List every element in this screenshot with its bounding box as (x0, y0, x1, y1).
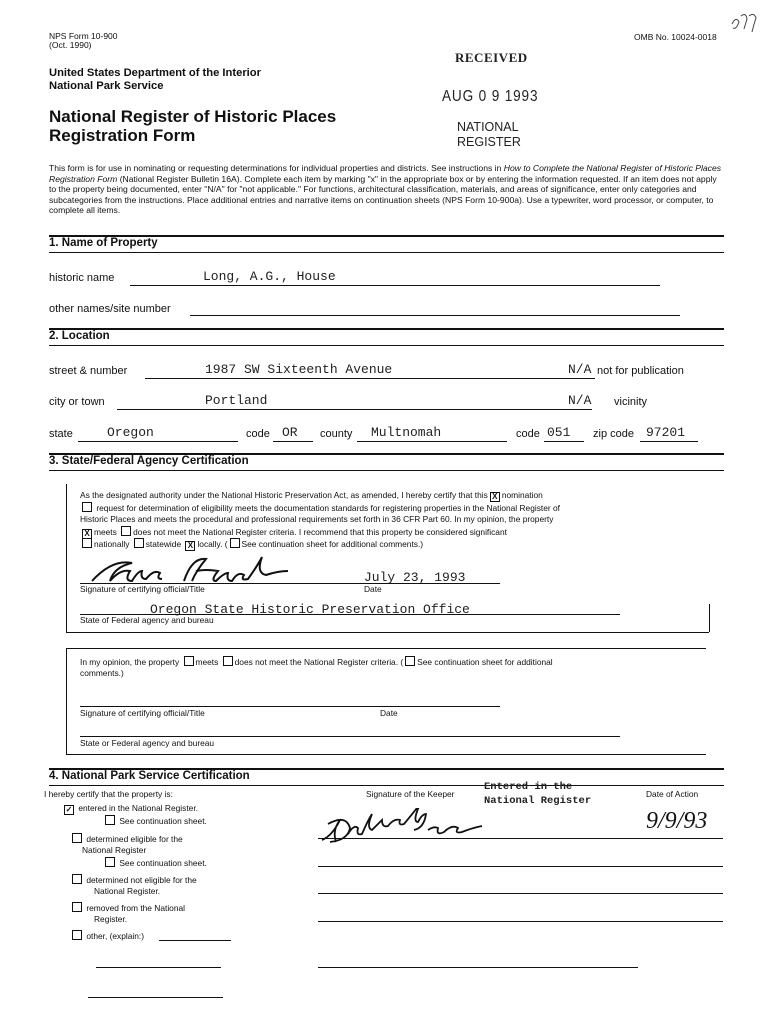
received-stamp: RECEIVED (455, 50, 528, 65)
option-eligible-line-2: National Register (82, 845, 147, 855)
opinion-line-1: In my opinion, the property meets does not meet the National Register criteria. ( See continuation sheet for additional (80, 657, 553, 667)
city-label: city or town (49, 396, 105, 408)
field-underline (130, 285, 660, 286)
divider (49, 785, 724, 786)
street-value[interactable]: 1987 SW Sixteenth Avenue (205, 362, 393, 377)
field-underline (190, 315, 680, 316)
dept-line-2: National Park Service (49, 80, 164, 92)
cert-line-1: As the designated authority under the National Historic Preservation Act, as amended, I hereby certify that this X nomination (80, 490, 543, 501)
explain-line (88, 997, 223, 998)
agency-line (80, 736, 620, 737)
county-code-label: code (516, 428, 540, 440)
cert-line-3: Historic Places and meets the procedural and professional requirements set forth in 36 CFR Part 60. In my opinion, the property (80, 514, 554, 524)
cert-box-left (66, 484, 67, 632)
county-value[interactable]: Multnomah (371, 425, 442, 440)
explain-line (159, 940, 231, 941)
form-date: (Oct. 1990) (49, 40, 92, 50)
signature-line (80, 706, 500, 707)
cert-date-value[interactable]: July 23, 1993 (364, 570, 466, 585)
agency-2-label: State or Federal agency and bureau (80, 738, 215, 748)
field-underline (544, 441, 584, 442)
not-for-publication-label: not for publication (597, 365, 684, 377)
stamp-register: REGISTER (457, 135, 521, 149)
not-for-publication-value[interactable]: N/A (568, 362, 592, 377)
signature-2-label: Signature of certifying official/Title (80, 708, 205, 718)
city-value[interactable]: Portland (205, 393, 268, 408)
option-entered[interactable]: ✓ entered in the National Register. (65, 803, 198, 814)
vicinity-value[interactable]: N/A (568, 393, 592, 408)
explain-line (96, 967, 221, 968)
option-entered-continuation[interactable]: See continuation sheet. (103, 815, 207, 827)
dept-line-1: United States Department of the Interior (49, 67, 261, 79)
agency-value[interactable]: Oregon State Historic Preservation Office (150, 602, 470, 617)
opinion-line-2: comments.) (80, 668, 124, 678)
historic-name-value[interactable]: Long, A.G., House (203, 269, 336, 284)
date-2-label: Date (380, 708, 398, 718)
divider (49, 252, 724, 253)
section-3-heading: 3. State/Federal Agency Certification (49, 455, 249, 467)
state-label: state (49, 428, 73, 440)
state-code-value[interactable]: OR (282, 425, 298, 440)
field-underline (117, 409, 592, 410)
action-date-value[interactable]: 9/9/93 (646, 808, 708, 834)
opinion-box-left (66, 648, 67, 754)
field-underline (273, 441, 313, 442)
margin-initials (728, 10, 760, 45)
option-removed-line-2: Register. (94, 914, 128, 924)
form-title-line-2: Registration Form (49, 126, 196, 145)
field-underline (357, 441, 507, 442)
keeper-label: Signature of the Keeper (366, 789, 455, 799)
state-value[interactable]: Oregon (107, 425, 154, 440)
date-label: Date (364, 584, 382, 594)
county-code-value[interactable]: 051 (547, 425, 571, 440)
option-eligible-continuation[interactable]: See continuation sheet. (103, 857, 207, 869)
nps-cert-intro: I hereby certify that the property is: (44, 789, 173, 799)
form-title-line-1: National Register of Historic Places (49, 107, 337, 126)
cert-box-right (709, 604, 710, 632)
field-underline (78, 441, 238, 442)
zip-value[interactable]: 97201 (646, 425, 686, 440)
opinion-box-top (66, 648, 706, 649)
street-label: street & number (49, 365, 128, 377)
keeper-line (318, 921, 723, 922)
county-label: county (320, 428, 353, 440)
other-names-label: other names/site number (49, 303, 171, 315)
intro-paragraph: This form is for use in nominating or requesting determinations for individual properties and districts. See instructions in How to Complete the National Register of Historic Places Registration Form (National Register Bulletin 16A). Complete each item by marking "x" in the appropriate box or by entering the information requested. If an item does not apply to the property being documented, enter "N/A" for "not applicable." For functions, architectural classification, materials, and areas of significance, enter only categories and subcategories from the instructions. Place additional entries and narrative items on continuation sheets (NPS Form 10-900a). Use a typewriter, word processor, or computer, to complete all items. (49, 163, 722, 216)
stamp-national: NATIONAL (457, 120, 519, 134)
cert-line-2: request for determination of eligibility meets the documentation standards for registering properties in the National Register of (80, 502, 560, 514)
option-not-eligible[interactable]: determined not eligible for the (70, 874, 197, 886)
date-of-action-label: Date of Action (646, 789, 699, 799)
historic-name-label: historic name (49, 272, 115, 284)
keeper-line (318, 838, 723, 839)
option-removed[interactable]: removed from the National (70, 902, 185, 914)
keeper-signature (318, 808, 528, 851)
zip-label: zip code (593, 428, 634, 440)
keeper-line (318, 893, 723, 894)
cert-box-bottom (66, 632, 709, 633)
keeper-line (318, 967, 638, 968)
received-date-stamp: AUG 0 9 1993 (442, 88, 539, 105)
section-2-heading: 2. Location (49, 330, 110, 342)
signature-label: Signature of certifying official/Title (80, 584, 205, 594)
cert-line-4: X meets does not meet the National Register criteria. I recommend that this property be considered significant (80, 526, 507, 539)
section-4-heading: 4. National Park Service Certification (49, 770, 250, 782)
cert-line-5: nationally statewide X locally. ( See continuation sheet for additional comments.) (80, 538, 423, 551)
option-eligible[interactable]: determined eligible for the (70, 833, 183, 845)
entered-stamp: Entered in the National Register (484, 781, 592, 807)
section-1-heading: 1. Name of Property (49, 237, 158, 249)
omb-number: OMB No. 10024-0018 (634, 32, 717, 42)
field-underline (145, 378, 595, 379)
divider (49, 470, 724, 471)
vicinity-label: vicinity (614, 396, 648, 408)
keeper-line (318, 866, 723, 867)
state-code-label: code (246, 428, 270, 440)
divider (49, 328, 724, 330)
divider (49, 345, 724, 346)
opinion-box-bottom (66, 754, 706, 755)
agency-label: State of Federal agency and bureau (80, 615, 214, 625)
field-underline (640, 441, 698, 442)
option-not-eligible-line-2: National Register. (94, 886, 161, 896)
option-other[interactable]: other, (explain:) (70, 930, 144, 942)
form-number: NPS Form 10-900 (49, 31, 118, 41)
